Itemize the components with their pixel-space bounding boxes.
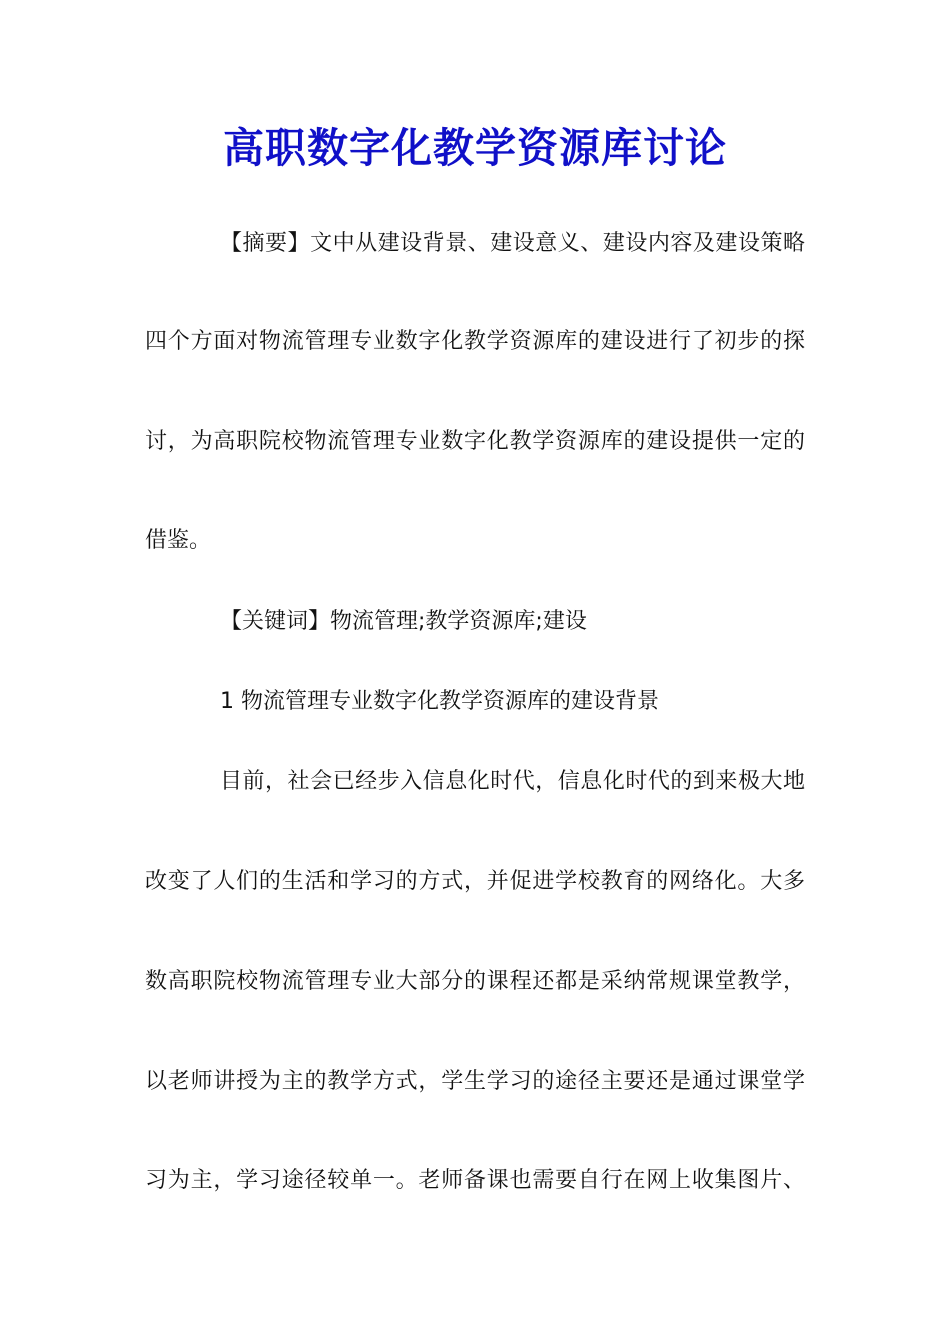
body-line-1: 目前，社会已经步入信息化时代，信息化时代的到来极大地	[220, 769, 805, 794]
body-line-2: 改变了人们的生活和学习的方式，并促进学校教育的网络化。大多	[145, 869, 805, 894]
document-title: 高职数字化教学资源库讨论	[223, 124, 727, 172]
section-heading: 1 物流管理专业数字化教学资源库的建设背景	[220, 689, 659, 714]
abstract-line-3: 讨，为高职院校物流管理专业数字化教学资源库的建设提供一定的	[145, 429, 805, 454]
keywords-line: 【关键词】物流管理;教学资源库;建设	[220, 609, 587, 634]
abstract-line-1: 【摘要】文中从建设背景、建设意义、建设内容及建设策略	[220, 231, 805, 256]
body-line-3: 数高职院校物流管理专业大部分的课程还都是采纳常规课堂教学，	[145, 969, 805, 994]
abstract-line-2: 四个方面对物流管理专业数字化教学资源库的建设进行了初步的探	[145, 329, 805, 354]
body-line-4: 以老师讲授为主的教学方式，学生学习的途径主要还是通过课堂学	[145, 1069, 805, 1094]
body-line-5: 习为主，学习途径较单一。老师备课也需要自行在网上收集图片、	[145, 1168, 805, 1193]
abstract-line-4: 借鉴。	[145, 528, 212, 553]
